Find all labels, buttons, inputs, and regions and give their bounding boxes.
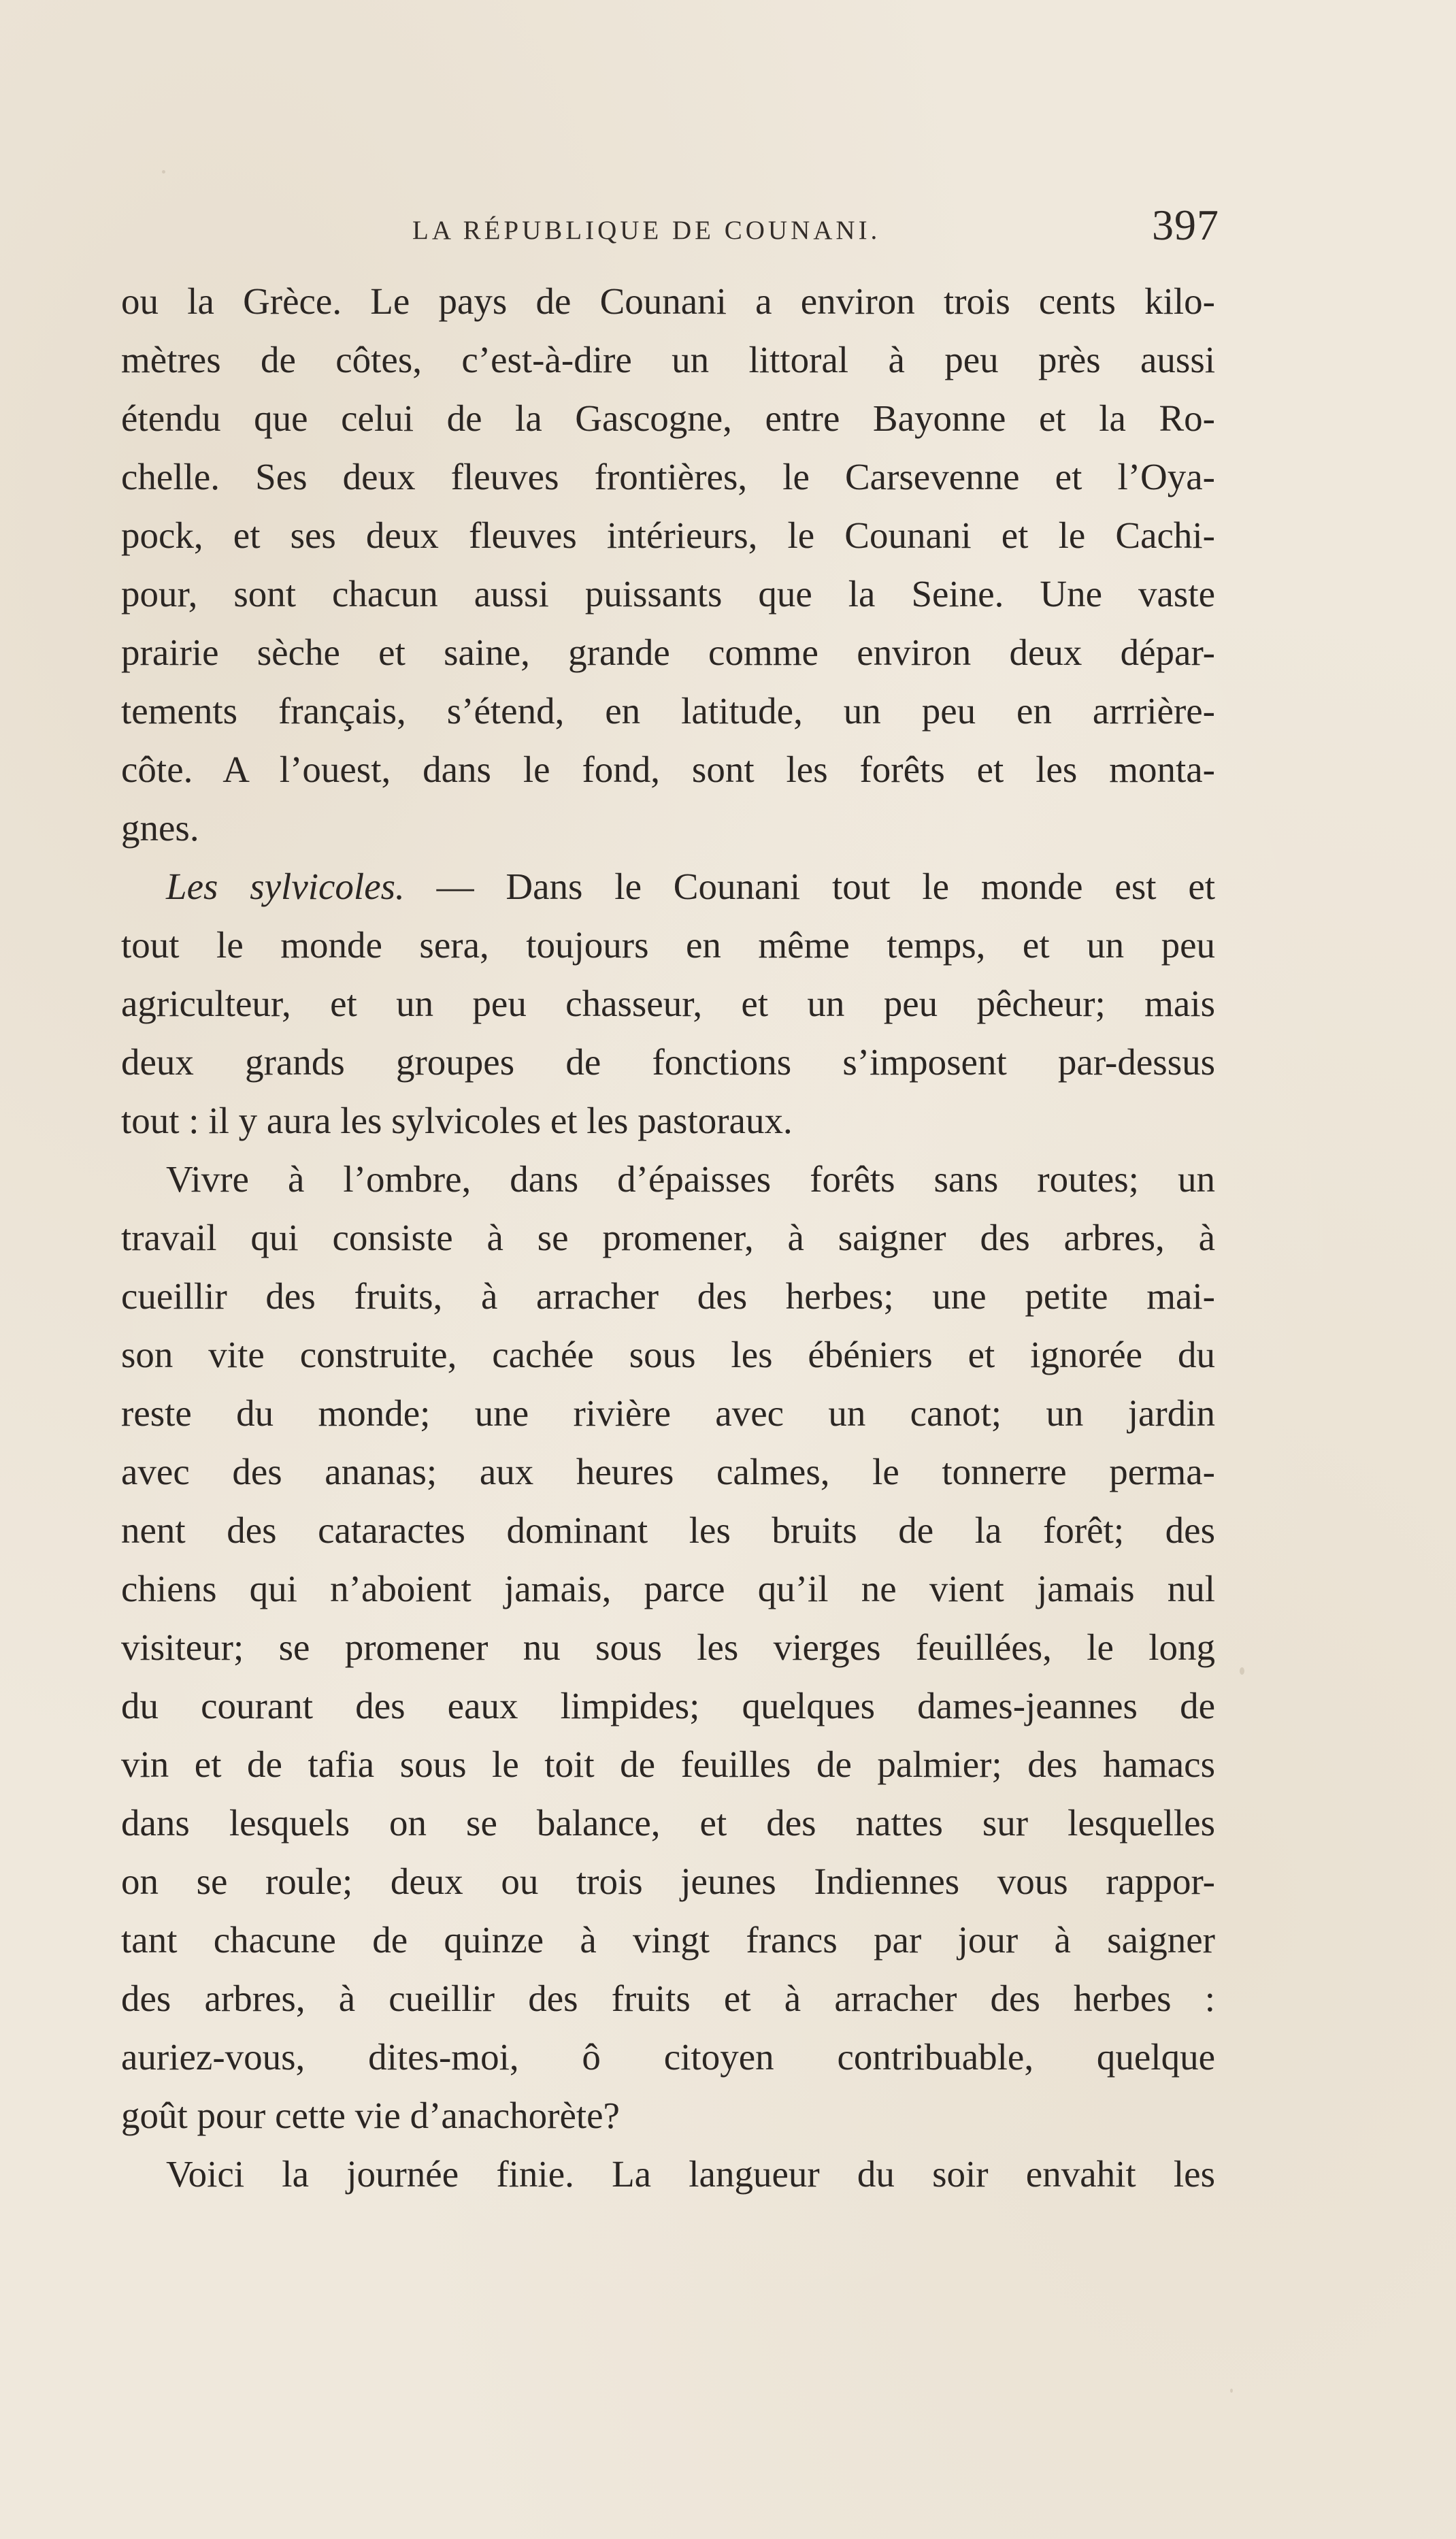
text-line: tout le monde sera, toujours en même temps, et un peu: [121, 924, 1215, 966]
text-line: visiteur; se promener nu sous les vierges feuillées, le long: [121, 1626, 1215, 1668]
text-line: son vite construite, cachée sous les ébéniers et ignorée du: [121, 1334, 1215, 1375]
text-line: chiens qui n’aboient jamais, parce qu’il ne vient jamais nul: [121, 1568, 1215, 1609]
text-line: du courant des eaux limpides; quelques dames-jeannes de: [121, 1685, 1215, 1726]
text-line: avec des ananas; aux heures calmes, le tonnerre perma-: [121, 1451, 1215, 1492]
section-line: [121, 857, 1215, 916]
text-line: dans lesquels on se balance, et des nattes sur lesquelles: [121, 1802, 1215, 1844]
text-line: nent des cataractes dominant les bruits de la forêt; des: [121, 1509, 1215, 1551]
text-line: ou la Grèce. Le pays de Counani a environ trois cents kilo-: [121, 280, 1215, 322]
paper-speck: [1240, 1667, 1244, 1675]
text-line: chelle. Ses deux fleuves frontières, le Carsevenne et l’Oya-: [121, 456, 1215, 497]
text-line: auriez-vous, dites-moi, ô citoyen contribuable, quelque: [121, 2036, 1215, 2078]
section-line-text: — Dans le Counani tout le monde est et: [436, 866, 1216, 907]
text-line: gnes.: [121, 807, 199, 849]
body-text: [121, 272, 1215, 2204]
text-line: deux grands groupes de fonctions s’imposent par-dessus: [121, 1041, 1215, 1083]
text-line: travail qui consiste à se promener, à saigner des arbres, à: [121, 1217, 1215, 1258]
text-line: tements français, s’étend, en latitude, un peu en arrrière-: [121, 690, 1215, 732]
text-line: vin et de tafia sous le toit de feuilles de palmier; des hamacs: [121, 1743, 1215, 1785]
running-title: LA RÉPUBLIQUE DE COUNANI.: [412, 216, 881, 245]
running-header: [0, 201, 1456, 265]
text-line: mètres de côtes, c’est-à-dire un littoral à peu près aussi: [121, 339, 1215, 380]
text-line: prairie sèche et saine, grande comme environ deux dépar-: [121, 632, 1215, 673]
paper-speck: [1230, 2389, 1233, 2393]
paragraph-first-line: Voici la journée finie. La langueur du soir envahit les: [166, 2153, 1215, 2195]
text-line: pock, et ses deux fleuves intérieurs, le Counani et le Cachi-: [121, 514, 1215, 556]
paper-speck: [162, 170, 165, 174]
text-line: cueillir des fruits, à arracher des herbes; une petite mai-: [121, 1275, 1215, 1317]
text-line: des arbres, à cueillir des fruits et à arracher des herbes :: [121, 1978, 1215, 2019]
text-line: côte. A l’ouest, dans le fond, sont les forêts et les monta-: [121, 749, 1215, 790]
text-line: étendu que celui de la Gascogne, entre Bayonne et la Ro-: [121, 397, 1215, 439]
text-line: tant chacune de quinze à vingt francs par jour à saigner: [121, 1919, 1215, 1961]
page-number: 397: [1152, 201, 1219, 249]
text-line: on se roule; deux ou trois jeunes Indiennes vous rappor-: [121, 1861, 1215, 1902]
text-line: agriculteur, et un peu chasseur, et un peu pêcheur; mais: [121, 983, 1215, 1024]
text-line: pour, sont chacun aussi puissants que la Seine. Une vaste: [121, 573, 1215, 615]
text-line: reste du monde; une rivière avec un canot; un jardin: [121, 1392, 1215, 1434]
text-line: goût pour cette vie d’anachorète?: [121, 2095, 620, 2136]
paragraph-first-line: Vivre à l’ombre, dans d’épaisses forêts sans routes; un: [166, 1158, 1215, 1200]
section-heading: Les sylvicoles.: [166, 866, 405, 907]
text-line: tout : il y aura les sylvicoles et les pastoraux.: [121, 1100, 793, 1141]
